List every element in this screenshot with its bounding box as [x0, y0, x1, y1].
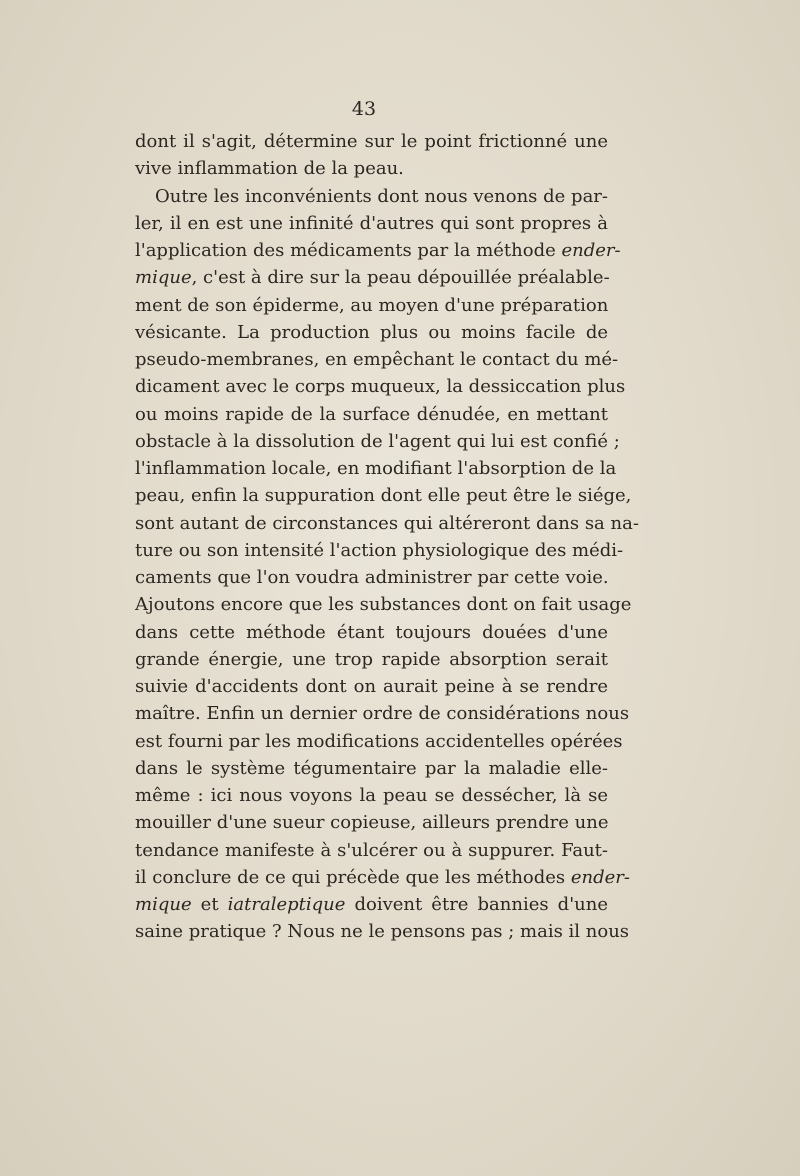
- text-line: [135, 891, 608, 918]
- text-line: [135, 373, 626, 400]
- italic-text: ender-: [570, 866, 630, 888]
- text-segment: peau, enfin la suppuration dont elle peut être le siége,: [135, 485, 632, 507]
- text-segment: ture ou son intensité l'action physiologique des médi-: [135, 539, 624, 561]
- text-line: [135, 809, 608, 836]
- text-segment: sont autant de circonstances qui altéreront dans sa na-: [135, 512, 639, 534]
- text-segment: vésicante. La production plus ou moins facile de: [135, 321, 608, 343]
- text-segment: saine pratique ? Nous ne le pensons pas ; mais il nous: [135, 921, 630, 943]
- text-line: [135, 918, 630, 945]
- text-segment: dicament avec le corps muqueux, la dessiccation plus: [135, 376, 626, 398]
- text-line: [135, 237, 621, 264]
- text-segment: tendance manifeste à s'ulcérer ou à suppurer. Faut-: [135, 839, 608, 861]
- text-line: [135, 591, 632, 618]
- text-segment: suivie d'accidents dont on aurait peine à se rendre: [135, 676, 608, 697]
- text-segment: caments que l'on voudra administrer par cette voie.: [135, 567, 609, 588]
- text-segment: ler, il en est une infinité d'autres qui sont propres à: [135, 212, 608, 234]
- text-line: [135, 510, 639, 537]
- text-segment: même : ici nous voyons la peau se dessécher, là se: [135, 785, 608, 806]
- text-line: [135, 755, 608, 782]
- italic-text: iatraleptique: [227, 894, 346, 915]
- text-segment: doivent être bannies d'une: [345, 894, 608, 915]
- text-line: [135, 428, 620, 455]
- text-line: [135, 864, 630, 891]
- text-segment: l'application des médicaments par la méthode: [135, 240, 562, 261]
- text-segment: Outre les inconvénients dont nous venons de par-: [155, 185, 608, 207]
- text-segment: ment de son épiderme, au moyen d'une préparation: [135, 294, 609, 316]
- text-segment: est fourni par les modifications accidentelles opérées: [135, 730, 623, 752]
- text-line: [135, 837, 608, 864]
- text-line: [135, 264, 608, 291]
- page-number: 43: [351, 98, 377, 120]
- text-segment: dont il s'agit, détermine sur le point frictionné une: [135, 131, 608, 152]
- text-line: [135, 292, 608, 319]
- text-line: [135, 210, 608, 237]
- text-line: [135, 346, 619, 373]
- text-segment: pseudo-membranes, en empêchant le contact du mé-: [135, 349, 619, 370]
- text-line: [135, 482, 632, 509]
- text-segment: maître. Enfin un dernier ordre de considérations nous: [135, 703, 630, 725]
- text-segment: l'inflammation locale, en modifiant l'absorption de la: [135, 458, 617, 479]
- text-segment: il conclure de ce qui précède que les méthodes: [135, 866, 571, 888]
- text-line: [135, 782, 608, 809]
- text-line: [135, 537, 624, 564]
- text-segment: et: [191, 894, 228, 915]
- text-line: [135, 564, 608, 591]
- text-segment: dans le système tégumentaire par la maladie elle-: [135, 757, 608, 779]
- italic-text: mique: [135, 267, 192, 289]
- italic-text: ender-: [561, 240, 621, 261]
- text-segment: , c'est à dire sur la peau dépouillée préalable-: [191, 267, 610, 289]
- text-segment: ou moins rapide de la surface dénudée, en mettant: [135, 403, 608, 425]
- text-line: [135, 728, 623, 755]
- text-line: [135, 700, 630, 727]
- text-line: [135, 183, 608, 210]
- text-segment: Ajoutons encore que les substances dont on fait usage: [135, 594, 632, 616]
- text-segment: dans cette méthode étant toujours douées d'une: [135, 621, 608, 643]
- text-line: [135, 619, 608, 646]
- text-line: [135, 155, 608, 182]
- italic-text: mique: [135, 894, 192, 915]
- text-segment: obstacle à la dissolution de l'agent qui lui est confié ;: [135, 430, 620, 452]
- text-segment: vive inflammation de la peau.: [135, 158, 404, 180]
- text-segment: mouiller d'une sueur copieuse, ailleurs prendre une: [135, 812, 609, 834]
- body-text: [135, 128, 639, 946]
- text-line: [135, 401, 608, 428]
- text-line: [135, 673, 608, 700]
- text-line: [135, 319, 608, 346]
- text-segment: grande énergie, une trop rapide absorption serait: [135, 648, 608, 670]
- text-line: [135, 128, 608, 155]
- text-line: [135, 646, 608, 673]
- text-line: [135, 455, 617, 482]
